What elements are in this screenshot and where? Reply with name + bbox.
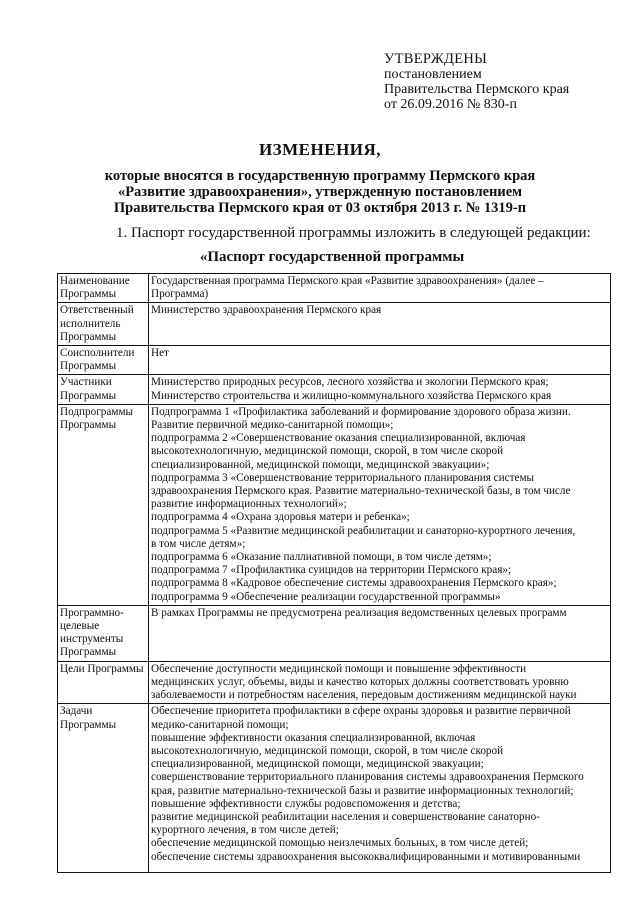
heading-title: ИЗМЕНЕНИЯ, xyxy=(258,140,382,159)
heading-subtitle-line: Правительства Пермского края от 03 октября 2013 г. № 1319-п xyxy=(113,200,527,216)
document-heading xyxy=(90,140,550,216)
passport-row-label xyxy=(58,704,149,873)
passport-row-label xyxy=(58,605,149,661)
content-line: высокотехнологичную, медицинской помощи, скорой, в том числе скорой xyxy=(151,445,504,458)
content-line: подпрограмма 6 «Оказание паллиативной помощи, в том числе детям»; xyxy=(151,551,492,564)
content-line: совершенствование территориального планирования системы здравоохранения Пермского xyxy=(151,771,584,784)
content-line: обеспечение системы здравоохранения высококвалифицированными и мотивированными xyxy=(151,850,581,863)
content-line: обеспечение медицинской помощью неизлечимых больных, в том числе детей; xyxy=(151,837,529,850)
passport-row-label xyxy=(58,346,149,375)
passport-table-body xyxy=(58,274,611,873)
content-line: края, развитие материально-технической базы и развитие информационных технологий; xyxy=(151,784,574,797)
label-line: Цели Программы xyxy=(60,662,144,675)
passport-row xyxy=(58,346,611,375)
content-line: Развитие первичной медико-санитарной помощи»; xyxy=(151,419,394,432)
passport-title-text: «Паспорт государственной программы xyxy=(199,249,465,265)
label-line: Подпрограммы xyxy=(60,405,134,418)
content-line: повышение эффективности оказания специализированной, включая xyxy=(151,731,476,744)
label-line: Программы xyxy=(60,330,117,343)
passport-row xyxy=(58,605,611,661)
passport-row xyxy=(58,704,611,873)
content-line: Обеспечение приоритета профилактики в сфере охраны здоровья и развитие первичной xyxy=(151,705,571,718)
label-line: Программы xyxy=(60,419,117,432)
label-line: Ответственный xyxy=(60,304,134,317)
content-line: медицинских услуг, объемы, виды и качество которых должны соответствовать уровню xyxy=(151,675,569,688)
content-line: заболеваемости и потребностям населения, передовым достижениям медицинской науки xyxy=(151,689,577,702)
content-line: подпрограмма 2 «Совершенствование оказания специализированной, включая xyxy=(151,432,526,445)
content-line: подпрограмма 7 «Профилактика суицидов на территории Пермского края»; xyxy=(151,564,512,577)
passport-row xyxy=(58,375,611,404)
passport-row-label xyxy=(58,303,149,346)
passport-row-label xyxy=(58,661,149,704)
content-line: Государственная программа Пермского края «Развитие здравоохранения» (далее – xyxy=(151,275,544,287)
content-line: курортного лечения, в том числе детей; xyxy=(151,824,339,837)
content-line: Нет xyxy=(151,347,169,360)
content-line: подпрограмма 9 «Обеспечение реализации государственной программы» xyxy=(151,590,501,603)
content-line: специализированной, медицинской помощи, медицинской эвакуации; xyxy=(151,758,484,771)
heading-subtitle-line: «Развитие здравоохранения», утвержденную постановлением xyxy=(117,184,523,200)
content-line: подпрограмма 8 «Кадровое обеспечение системы здравоохранения Пермского края»; xyxy=(151,577,557,590)
passport-row-label xyxy=(58,375,149,404)
content-line: развитие медицинской реабилитации населения и совершенствование санаторно- xyxy=(151,810,540,823)
content-line: повышение эффективности службы родовспоможения и детства; xyxy=(151,797,461,810)
passport-row-content xyxy=(149,661,611,704)
passport-row-content xyxy=(149,303,611,346)
approval-line: постановлением xyxy=(384,67,482,82)
passport-row xyxy=(58,274,611,303)
content-line: Подпрограмма 1 «Профилактика заболеваний и формирование здорового образа жизни. xyxy=(151,405,571,418)
approval-line: Правительства Пермского края xyxy=(384,82,570,97)
content-line: подпрограмма 3 «Совершенствование территориального планирования системы xyxy=(151,471,535,484)
passport-row-content xyxy=(149,346,611,375)
label-line: исполнитель xyxy=(60,317,121,330)
label-line: Программно- xyxy=(60,606,124,619)
content-line: подпрограмма 4 «Охрана здоровья матери и ребенка»; xyxy=(151,511,410,524)
label-line: Программы xyxy=(60,389,117,402)
label-line: целевые xyxy=(60,620,100,633)
intro-paragraph: 1. Паспорт государственной программы изложить в следующей редакции: xyxy=(116,225,591,241)
passport-row-content xyxy=(149,605,611,661)
label-line: Наименование xyxy=(60,275,130,287)
passport-table xyxy=(57,273,611,873)
label-line: инструменты xyxy=(60,633,124,646)
passport-row-content xyxy=(149,274,611,303)
passport-row-content xyxy=(149,375,611,404)
label-line: Программы xyxy=(60,646,117,659)
content-line: здравоохранения Пермского края. Развитие материально-технической базы, в том числе xyxy=(151,485,571,498)
content-line: Министерство природных ресурсов, лесного хозяйства и экологии Пермского края; xyxy=(151,376,549,389)
passport-row xyxy=(58,404,611,605)
label-line: Программы xyxy=(60,360,117,373)
content-line: Министерство здравоохранения Пермского края xyxy=(151,304,382,317)
content-clip xyxy=(151,705,608,871)
passport-row-content xyxy=(149,704,611,873)
label-line: Программы xyxy=(60,288,117,301)
content-line: Министерство строительства и жилищно-коммунального хозяйства Пермского края xyxy=(151,389,552,402)
content-line: Обеспечение доступности медицинской помощи и повышение эффективности xyxy=(151,662,527,675)
label-line: Задачи xyxy=(60,705,93,718)
content-line: подпрограмма 5 «Развитие медицинской реабилитации и санаторно-курортного лечения, xyxy=(151,524,576,537)
approval-title: УТВЕРЖДЕНЫ xyxy=(384,51,488,67)
content-line: Программа) xyxy=(151,288,209,301)
passport-row-label xyxy=(58,274,149,303)
content-line: высокотехнологичную, медицинской помощи, скорой, в том числе скорой xyxy=(151,744,504,757)
passport-row-content xyxy=(149,404,611,605)
approval-line: от 26.09.2016 № 830-п xyxy=(384,97,517,112)
passport-row-label xyxy=(58,404,149,605)
passport-title xyxy=(0,249,640,266)
content-line: развитие информационных технологий»; xyxy=(151,498,347,511)
content-line: медико-санитарной помощи; xyxy=(151,718,289,731)
label-line: Участники xyxy=(60,376,112,389)
approval-stamp xyxy=(384,52,569,112)
content-line: в том числе детям»; xyxy=(151,537,246,550)
label-line: Программы xyxy=(60,718,117,731)
passport-row xyxy=(58,661,611,704)
passport-row xyxy=(58,303,611,346)
heading-subtitle-line: которые вносятся в государственную программу Пермского края xyxy=(104,168,536,184)
content-line: В рамках Программы не предусмотрена реализация ведомственных целевых программ xyxy=(151,606,567,619)
content-line: специализированной, медицинской помощи, медицинской эвакуации»; xyxy=(151,458,490,471)
label-line: Соисполнители xyxy=(60,347,135,360)
